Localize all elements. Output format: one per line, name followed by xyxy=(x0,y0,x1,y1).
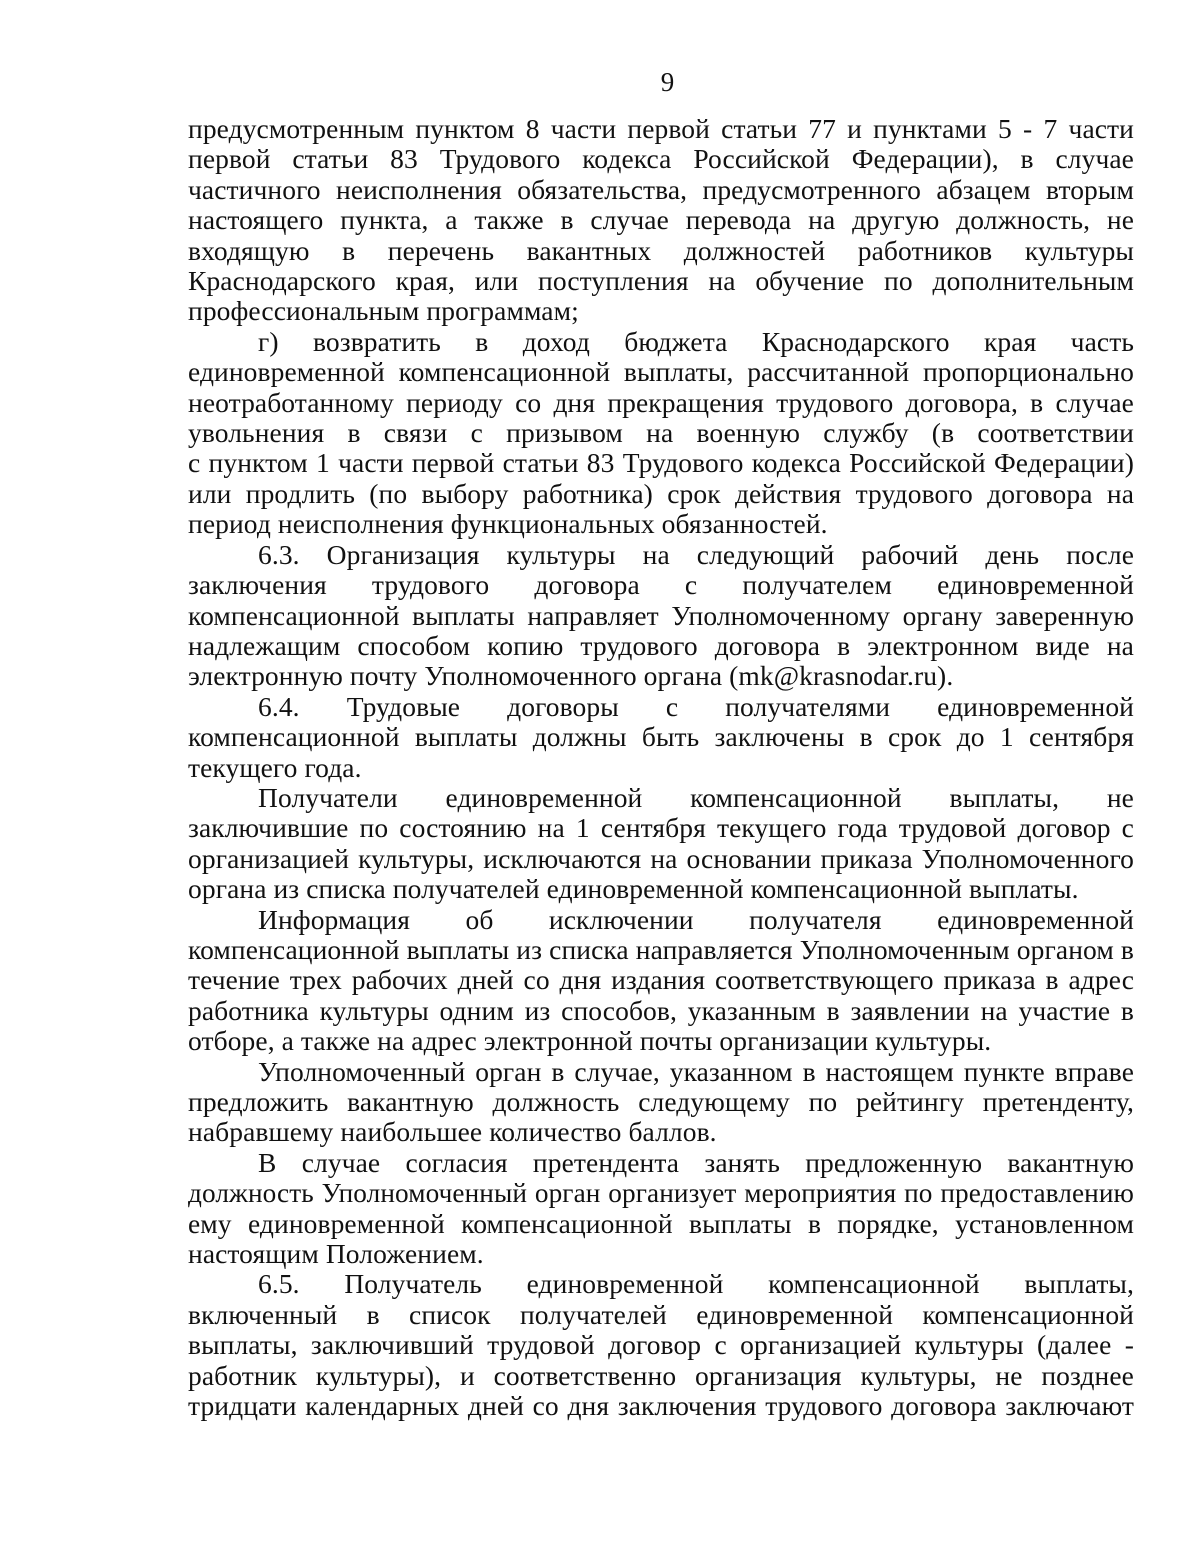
text-line: набравшему наибольшее количество баллов. xyxy=(188,1117,717,1148)
text-line: предложить вакантную должность следующему по рейтингу претенденту, xyxy=(188,1087,1134,1117)
text-line: или продлить (по выбору работника) срок действия трудового договора на xyxy=(188,478,1134,509)
text-line: настоящего пункта, а также в случае перевода на другую должность, не xyxy=(188,205,1134,236)
text-line: ему единовременной компенсационной выплаты в порядке, установленном xyxy=(188,1208,1134,1239)
text-line: 6.3. Организация культуры на следующий рабочий день после xyxy=(258,539,1134,570)
page-number: 9 xyxy=(660,67,675,97)
text-line: первой статьи 83 Трудового кодекса Российской Федерации), в случае xyxy=(188,144,1134,175)
text-line: заключения трудового договора с получателем единовременной xyxy=(188,570,1134,601)
text-line: текущего года. xyxy=(188,752,362,783)
text-line: компенсационной выплаты направляет Уполномоченному органу заверенную xyxy=(188,600,1134,631)
text-line: работник культуры), и соответственно организация культуры, не позднее xyxy=(188,1360,1134,1391)
text-line: электронную почту Уполномоченного органа (mk@krasnodar.ru). xyxy=(188,661,954,692)
text-line: течение трех рабочих дней со дня издания соответствующего приказа в адрес xyxy=(188,965,1134,996)
text-line: профессиональным программам; xyxy=(188,296,579,327)
text-line: частичного неисполнения обязательства, предусмотренного абзацем вторым xyxy=(188,174,1134,205)
text-line: Краснодарского края, или поступления на обучение по дополнительным xyxy=(188,266,1134,297)
text-line: работника культуры одним из способов, указанным в заявлении на участие в xyxy=(188,995,1134,1026)
text-line: неотработанному периоду со дня прекращения трудового договора, в случае xyxy=(188,387,1134,418)
text-line: с пунктом 1 части первой статьи 83 Трудового кодекса Российской Федерации) xyxy=(188,448,1134,479)
document-body xyxy=(188,114,1134,1421)
text-line: включенный в список получателей единовременной компенсационной xyxy=(188,1299,1134,1330)
text-line: компенсационной выплаты из списка направляется Уполномоченным органом в xyxy=(188,934,1134,965)
text-line: Уполномоченный орган в случае, указанном в настоящем пункте вправе xyxy=(258,1056,1134,1087)
text-line: органа из списка получателей единовременной компенсационной выплаты. xyxy=(188,874,1079,905)
text-line: Информация об исключении получателя единовременной xyxy=(258,904,1134,935)
text-line: увольнения в связи с призывом на военную службу (в соответствии xyxy=(188,418,1134,449)
text-line: отборе, а также на адрес электронной почты организации культуры. xyxy=(188,1026,992,1057)
text-line: Получатели единовременной компенсационной выплаты, не xyxy=(258,782,1134,813)
text-line: должность Уполномоченный орган организует мероприятия по предоставлению xyxy=(188,1178,1134,1209)
text-line: входящую в перечень вакантных должностей работников культуры xyxy=(188,235,1134,266)
text-line: выплаты, заключивший трудовой договор с организацией культуры (далее - xyxy=(188,1330,1134,1361)
text-line: г) возвратить в доход бюджета Краснодарского края часть xyxy=(258,326,1134,357)
text-line: надлежащим способом копию трудового договора в электронном виде на xyxy=(188,630,1134,661)
text-line: организацией культуры, исключаются на основании приказа Уполномоченного xyxy=(188,843,1134,874)
text-line: единовременной компенсационной выплаты, рассчитанной пропорционально xyxy=(188,357,1134,388)
text-line: 6.5. Получатель единовременной компенсационной выплаты, xyxy=(258,1269,1134,1300)
text-line: заключившие по состоянию на 1 сентября текущего года трудовой договор с xyxy=(188,813,1134,844)
text-line: В случае согласия претендента занять предложенную вакантную xyxy=(258,1147,1134,1178)
text-line: 6.4. Трудовые договоры с получателями единовременной xyxy=(258,691,1134,722)
text-line: тридцати календарных дней со дня заключения трудового договора заключают xyxy=(188,1391,1134,1422)
text-line: предусмотренным пунктом 8 части первой статьи 77 и пунктами 5 - 7 части xyxy=(188,114,1134,144)
text-line: компенсационной выплаты должны быть заключены в срок до 1 сентября xyxy=(188,722,1134,753)
text-line: настоящим Положением. xyxy=(188,1239,484,1270)
text-line: период неисполнения функциональных обязанностей. xyxy=(188,509,828,540)
